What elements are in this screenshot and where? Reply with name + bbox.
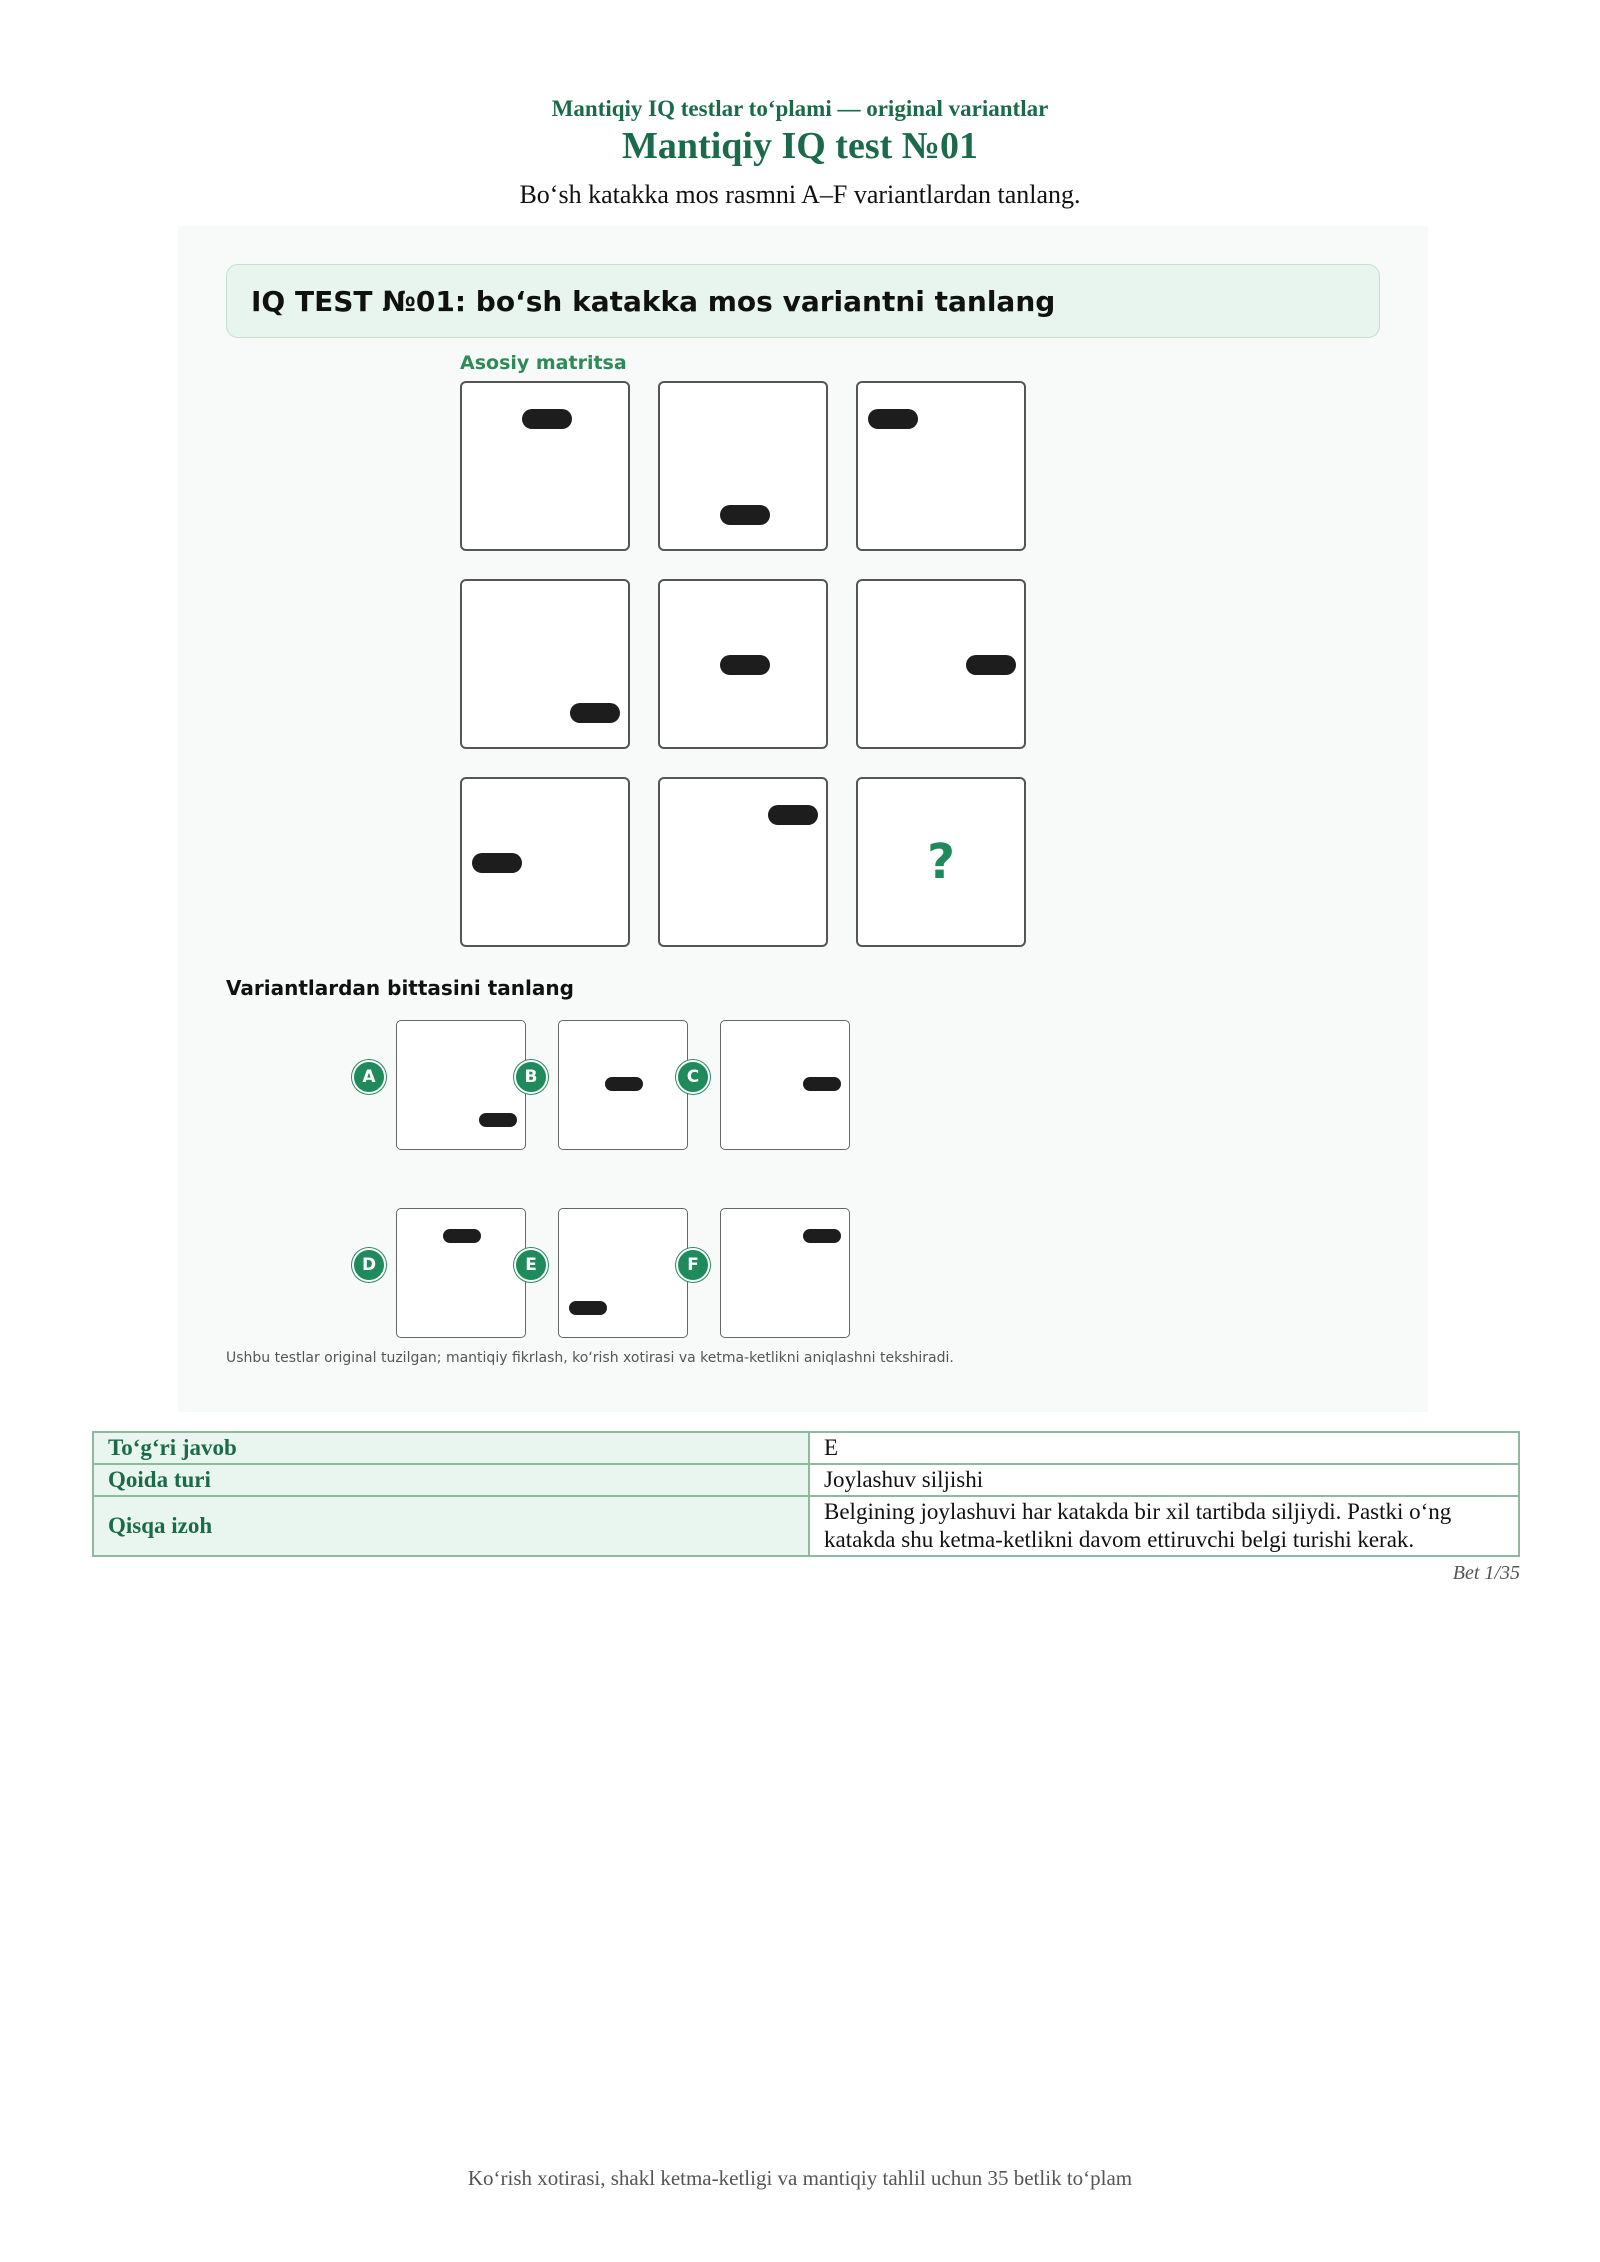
table-key: To‘g‘ri javob <box>93 1432 809 1464</box>
matrix-cell-2 <box>658 381 828 551</box>
bar-shape <box>522 409 572 429</box>
option-badge-a: A <box>352 1060 386 1094</box>
option-d[interactable] <box>396 1208 526 1338</box>
matrix-cell-7 <box>460 777 630 947</box>
bar-shape <box>768 805 818 825</box>
table-value: E <box>809 1432 1519 1464</box>
answer-table <box>92 1431 1520 1557</box>
bar-shape <box>720 655 770 675</box>
matrix-label: Asosiy matritsa <box>460 352 627 374</box>
table-row <box>93 1464 1519 1496</box>
instruction-text: Bo‘sh katakka mos rasmni A–F variantlardan tanlang. <box>519 180 1081 209</box>
bar-shape <box>803 1077 841 1091</box>
option-a[interactable] <box>396 1020 526 1150</box>
test-banner <box>226 264 1380 338</box>
options-label: Variantlardan bittasini tanlang <box>226 976 574 1000</box>
option-badge-e: E <box>514 1248 548 1282</box>
bar-shape <box>472 853 522 873</box>
table-key: Qoida turi <box>93 1464 809 1496</box>
page-footer: Ko‘rish xotirasi, shakl ketma-ketligi va mantiqiy tahlil uchun 35 betlik to‘plam <box>467 2166 1133 2190</box>
puzzle-panel <box>178 226 1428 1412</box>
bar-shape <box>570 703 620 723</box>
option-c[interactable] <box>720 1020 850 1150</box>
matrix-cell-4 <box>460 579 630 749</box>
matrix-cell-5 <box>658 579 828 749</box>
option-badge-c: C <box>676 1060 710 1094</box>
bar-shape <box>443 1229 481 1243</box>
matrix-cell-1 <box>460 381 630 551</box>
matrix-cell-missing <box>856 777 1026 947</box>
option-badge-f: F <box>676 1248 710 1282</box>
page-number: Bet 1/35 <box>1452 1562 1520 1584</box>
table-value: Belgining joylashuvi har katakda bir xil tartibda siljiydi. Pastki o‘ng katakda shu ketma-ketlikni davom ettiruvchi belgi turishi kerak. <box>809 1496 1519 1556</box>
table-value: Joylashuv siljishi <box>809 1464 1519 1496</box>
page-title: Mantiqiy IQ test №01 <box>622 125 978 167</box>
panel-footnote: Ushbu testlar original tuzilgan; mantiqiy fikrlash, ko‘rish xotirasi va ketma-ketlikni aniqlashni tekshiradi. <box>226 1350 954 1366</box>
document-supertitle: Mantiqiy IQ testlar to‘plami — original variantlar <box>551 96 1049 121</box>
question-mark: ? <box>927 834 955 890</box>
table-key: Qisqa izoh <box>93 1496 809 1556</box>
bar-shape <box>966 655 1016 675</box>
option-b[interactable] <box>558 1020 688 1150</box>
bar-shape <box>720 505 770 525</box>
table-row <box>93 1496 1519 1556</box>
bar-shape <box>605 1077 643 1091</box>
option-badge-d: D <box>352 1248 386 1282</box>
matrix-cell-6 <box>856 579 1026 749</box>
table-row <box>93 1432 1519 1464</box>
bar-shape <box>868 409 918 429</box>
bar-shape <box>479 1113 517 1127</box>
bar-shape <box>803 1229 841 1243</box>
bar-shape <box>569 1301 607 1315</box>
banner-title: IQ TEST №01: bo‘sh katakka mos variantni tanlang <box>251 285 1056 318</box>
option-badge-b: B <box>514 1060 548 1094</box>
option-e[interactable] <box>558 1208 688 1338</box>
option-f[interactable] <box>720 1208 850 1338</box>
matrix-cell-3 <box>856 381 1026 551</box>
matrix-cell-8 <box>658 777 828 947</box>
